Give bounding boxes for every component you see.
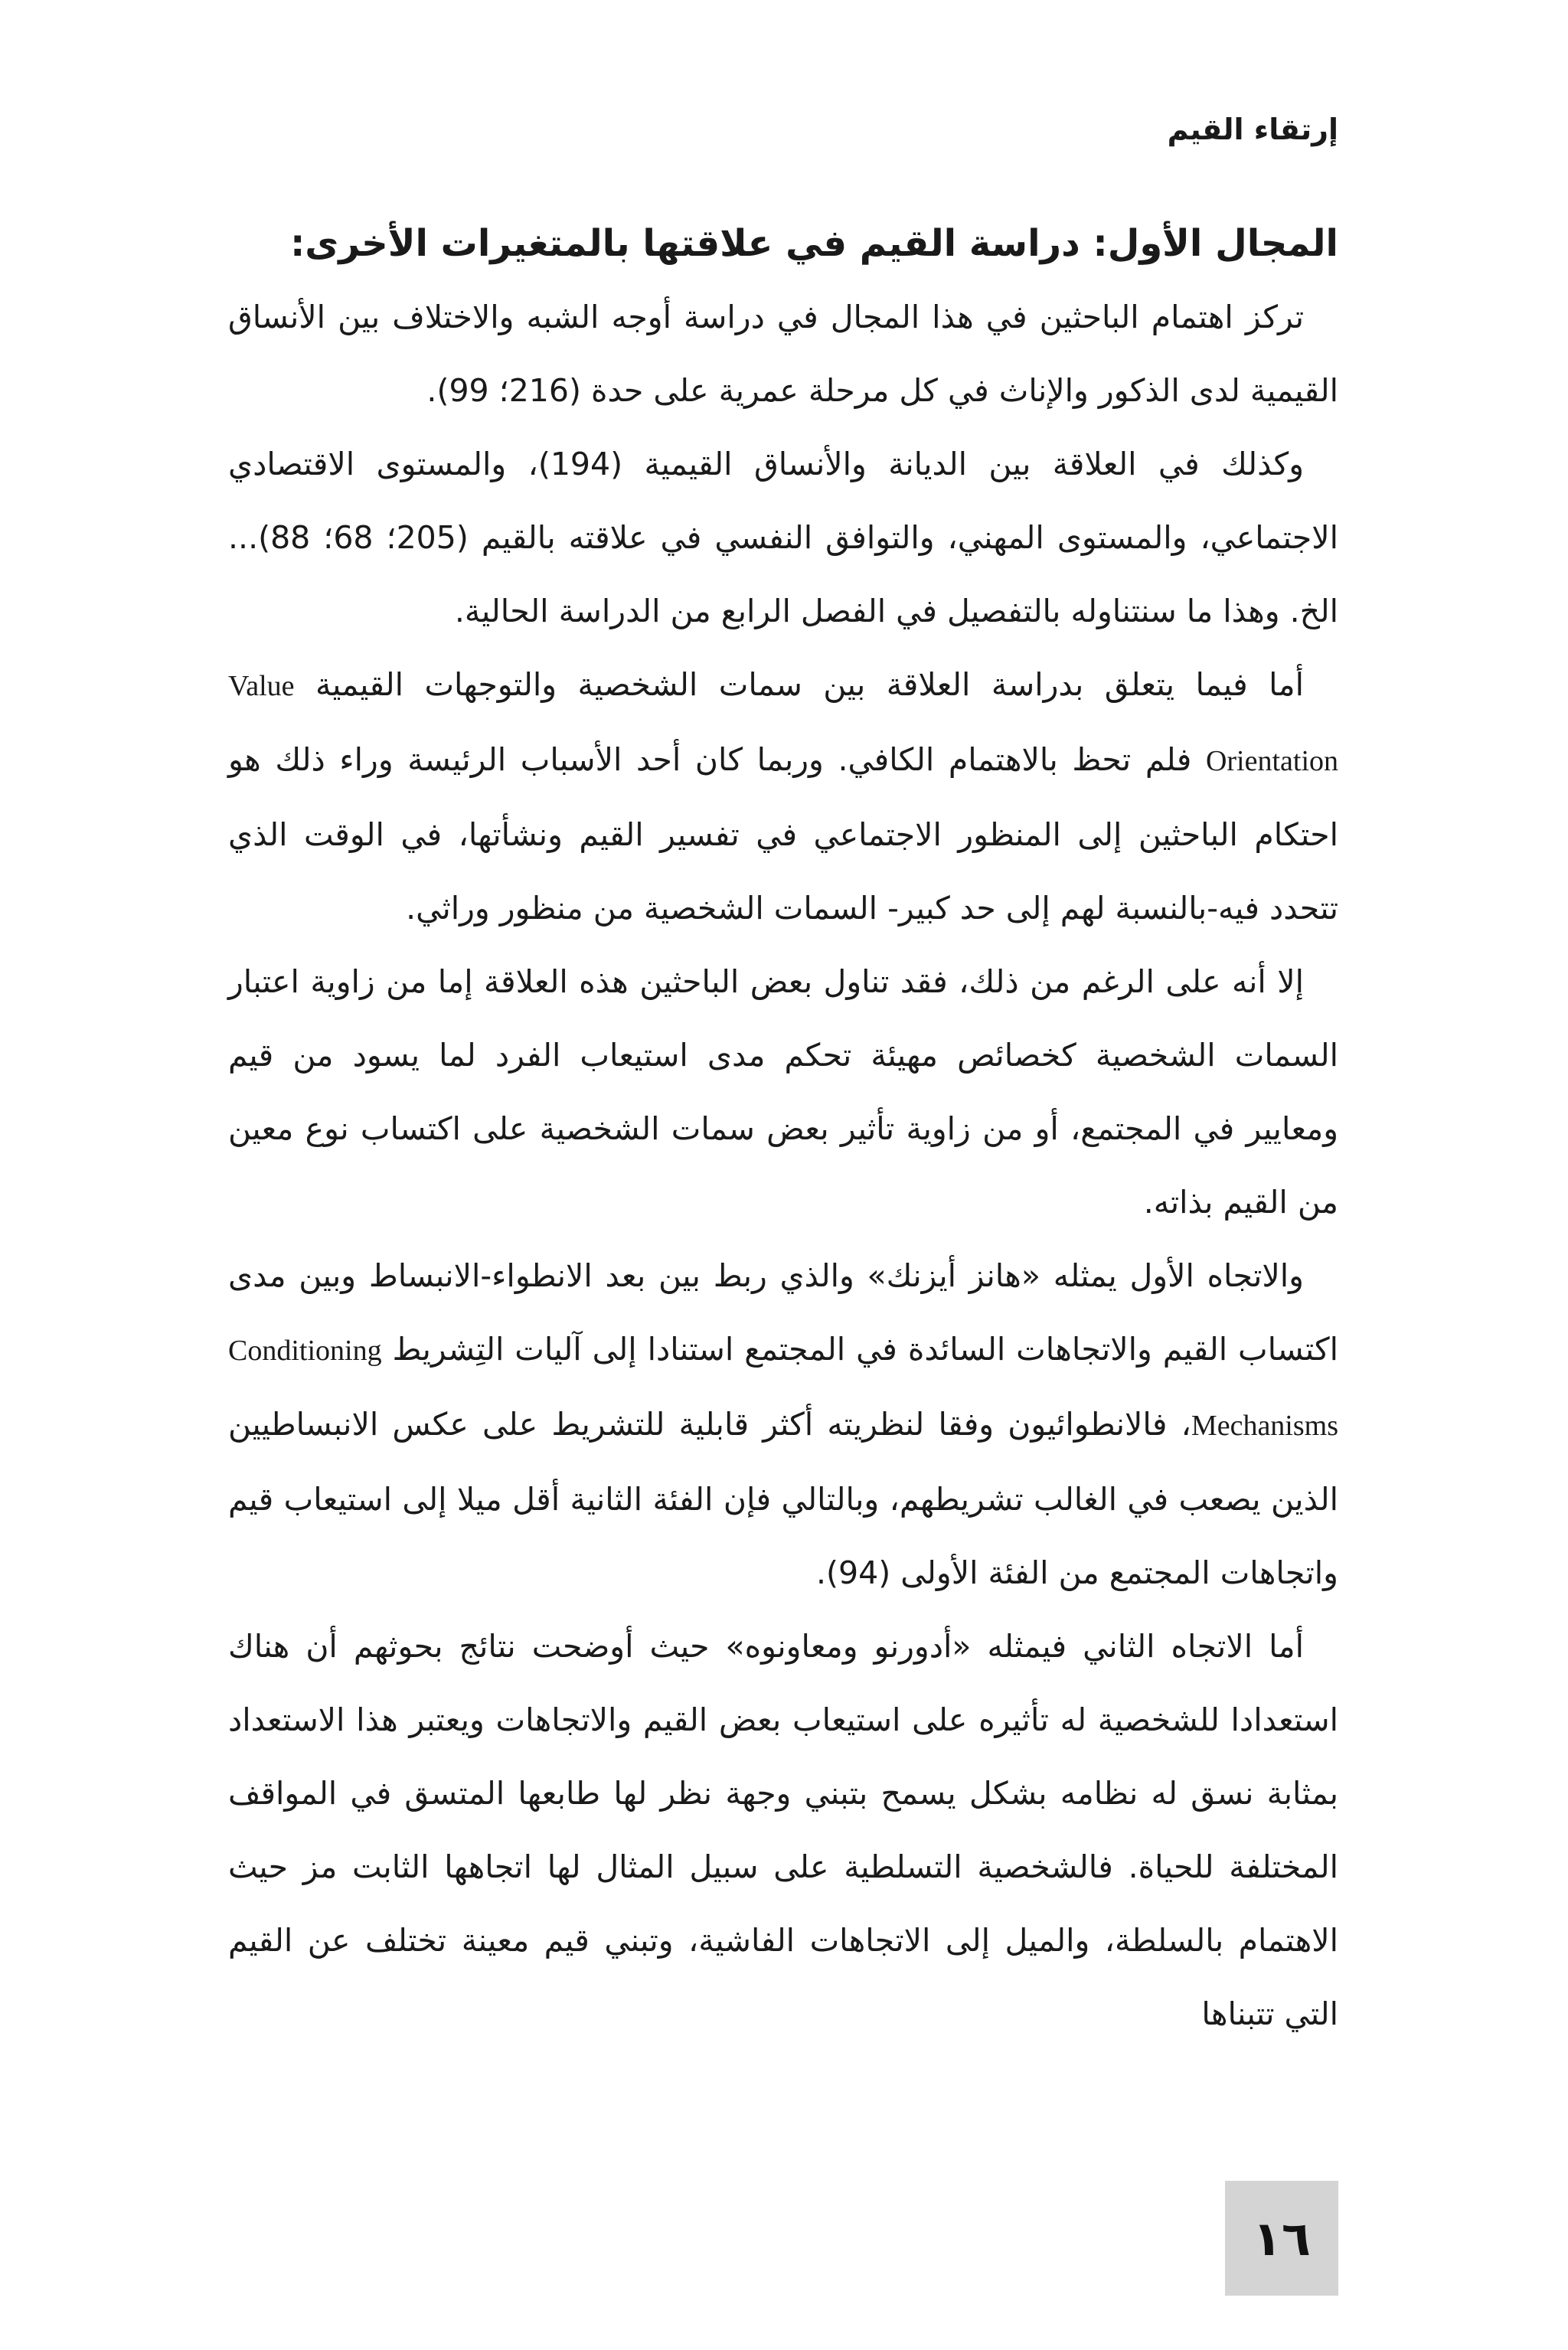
paragraph-4: إلا أنه على الرغم من ذلك، فقد تناول بعض الباحثين هذه العلاقة إما من زاوية اعتبار السمات الشخصية كخصائص مهيئة تحكم مدى استيعاب الفرد لما يسود من قيم ومعايير في المجتمع، أو من زاوية تأثير بعض سمات الشخصية على اكتساب نوع معين من القيم بذاته.: [228, 963, 1338, 1221]
page-number: ١٦: [1253, 2210, 1311, 2267]
paragraph-6: أما الاتجاه الثاني فيمثله «أدورنو ومعاونوه» حيث أوضحت نتائج بحوثهم أن هناك استعدادا للشخصية له تأثيره على استيعاب بعض القيم والاتجاهات ويعتبر هذا الاستعداد بمثابة نسق له نظامه بشكل يسمح بتبني وجهة نظر لها طابعها المتسق في المواقف المختلفة للحياة. فالشخصية التسلطية على سبيل المثال لها اتجاهها الثابت مز حيث الاهتمام بالسلطة، والميل إلى الاتجاهات الفاشية، وتبني قيم معينة تختلف عن القيم التي تتبناها: [228, 1627, 1338, 2032]
paragraph-3-text-before: أما فيما يتعلق بدراسة العلاقة بين سمات الشخصية والتوجهات القيمية: [315, 665, 1304, 703]
paragraph-5-text-after: ، فالانطوائيون وفقا لنظريته أكثر قابلية للتشريط على عكس الانبساطيين الذين يصعب في الغالب تشريطهم، وبالتالي فإن الفئة الثانية أقل ميلا إلى استيعاب قيم واتجاهات المجتمع من الفئة الأولى (94).: [228, 1405, 1338, 1591]
section-heading: المجال الأول: دراسة القيم في علاقتها بالمتغيرات الأخرى:: [290, 222, 1338, 265]
paragraph-3: [228, 648, 1338, 945]
paragraph-5-latin-term: Conditioning Mechanisms: [228, 1334, 1338, 1442]
paragraph-5: [228, 1239, 1338, 1610]
paragraph-3-text-after: فلم تحظ بالاهتمام الكافي. وربما كان أحد الأسباب الرئيسة وراء ذلك هو احتكام الباحثين إلى المنظور الاجتماعي في تفسير القيم ونشأتها، في الوقت الذي تتحدد فيه-بالنسبة لهم إلى حد كبير- السمات الشخصية من منظور وراثي.: [228, 740, 1338, 927]
paragraph-3-latin-term: Value Orientation: [228, 669, 1338, 777]
paragraph-5-text-before: والاتجاه الأول يمثله «هانز أيزنك» والذي ربط بين بعد الانطواء-الانبساط وبين مدى اكتساب القيم والاتجاهات السائدة في المجتمع استنادا إلى آليات التِشريط: [228, 1257, 1338, 1368]
page-number-box: [1225, 2181, 1338, 2296]
paragraph-1: تركز اهتمام الباحثين في هذا المجال في دراسة أوجه الشبه والاختلاف بين الأنساق القيمية لدى الذكور والإناث في كل مرحلة عمرية على حدة (216؛ 99).: [228, 298, 1338, 409]
paragraph-2: وكذلك في العلاقة بين الديانة والأنساق القيمية (194)، والمستوى الاقتصادي الاجتماعي، والمستوى المهني، والتوافق النفسي في علاقته بالقيم (205؛ 68؛ 88)... الخ. وهذا ما سنتناوله بالتفصيل في الفصل الرابع من الدراسة الحالية.: [228, 445, 1338, 629]
running-header-title: إرتقاء القيم: [1167, 113, 1338, 146]
page-body: [228, 222, 1338, 2051]
